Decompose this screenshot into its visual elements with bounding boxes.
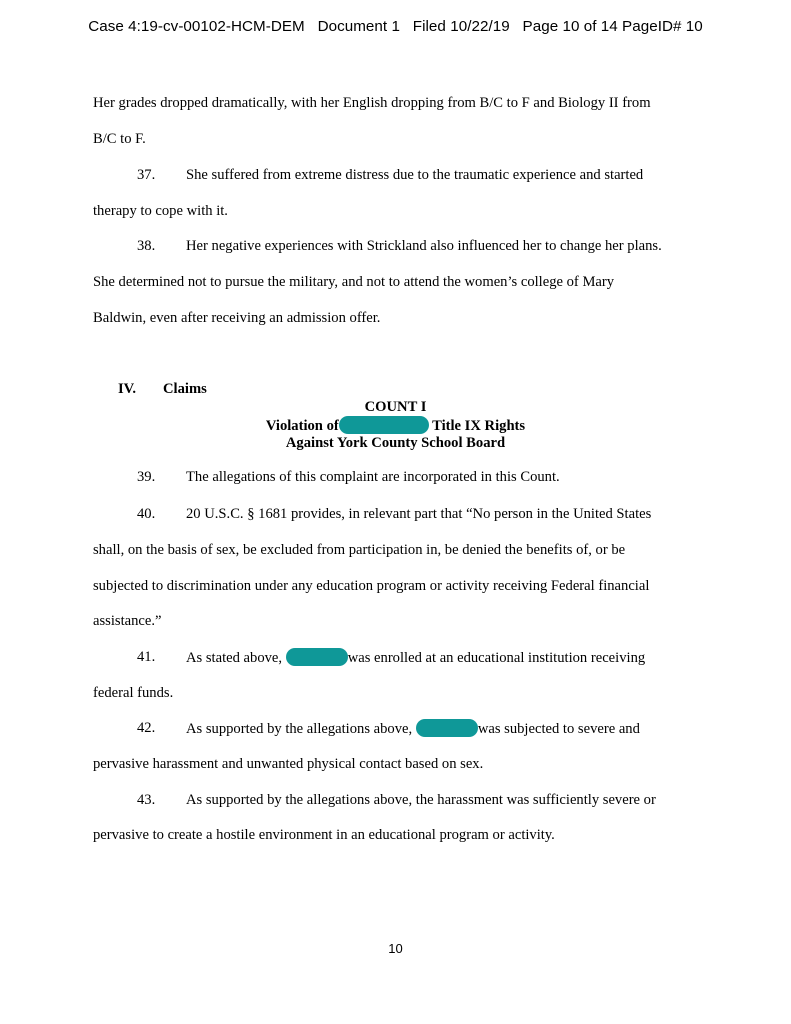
count-label: COUNT I xyxy=(364,399,427,415)
paragraph-41-line-1 xyxy=(186,648,645,667)
redaction-mark xyxy=(339,416,429,434)
count-subtitle xyxy=(0,416,791,435)
section-title: Claims xyxy=(163,381,207,397)
paragraph-39-line-1: The allegations of this complaint are incorporated in this Count. xyxy=(186,469,560,485)
paragraph-38-line-1: Her negative experiences with Strickland also influenced her to change her plans. xyxy=(186,238,662,254)
paragraph-41-number: 41. xyxy=(137,649,156,665)
count-against: Against York County School Board xyxy=(285,435,506,451)
case-header: Case 4:19-cv-00102-HCM-DEM Document 1 Filed 10/22/19 Page 10 of 14 PageID# 10 xyxy=(88,18,703,35)
paragraph-36-line-1: Her grades dropped dramatically, with her English dropping from B/C to F and Biology II from xyxy=(93,95,651,111)
section-heading xyxy=(118,380,207,398)
paragraph-42-number: 42. xyxy=(137,720,156,736)
section-numeral: IV. xyxy=(118,381,136,397)
paragraph-40-line-3: subjected to discrimination under any education program or activity receiving Federal financial xyxy=(93,578,650,594)
paragraph-40-line-1: 20 U.S.C. § 1681 provides, in relevant part that “No person in the United States xyxy=(186,506,652,522)
paragraph-37-number: 37. xyxy=(137,167,156,183)
redaction-mark xyxy=(286,648,348,666)
count-subtitle-prefix: Violation of xyxy=(265,418,339,434)
paragraph-41-prefix: As stated above, xyxy=(186,650,286,666)
redaction-mark xyxy=(416,719,478,737)
paragraph-43-number: 43. xyxy=(137,792,156,808)
paragraph-37-line-1: She suffered from extreme distress due to the traumatic experience and started xyxy=(186,167,644,183)
paragraph-41-line-2: federal funds. xyxy=(93,685,174,701)
paragraph-42-line-1 xyxy=(186,719,640,738)
paragraph-37-line-2: therapy to cope with it. xyxy=(93,203,228,219)
paragraph-42-prefix: As supported by the allegations above, xyxy=(186,721,416,737)
paragraph-42-suffix: was subjected to severe and xyxy=(477,721,640,737)
paragraph-38-line-3: Baldwin, even after receiving an admission offer. xyxy=(93,310,381,326)
paragraph-39-number: 39. xyxy=(137,469,156,485)
paragraph-36-line-2: B/C to F. xyxy=(93,131,146,147)
paragraph-38-number: 38. xyxy=(137,238,156,254)
paragraph-40-line-2: shall, on the basis of sex, be excluded from participation in, be denied the benefits of, or be xyxy=(93,542,626,558)
paragraph-43-line-1: As supported by the allegations above, the harassment was sufficiently severe or xyxy=(186,792,656,808)
page-number: 10 xyxy=(388,941,403,956)
paragraph-41-suffix: was enrolled at an educational institution receiving xyxy=(347,650,646,666)
paragraph-38-line-2: She determined not to pursue the military, and not to attend the women’s college of Mary xyxy=(93,274,615,290)
count-subtitle-suffix: Title IX Rights xyxy=(428,418,526,434)
paragraph-43-line-2: pervasive to create a hostile environment in an educational program or activity. xyxy=(93,827,555,843)
paragraph-42-line-2: pervasive harassment and unwanted physical contact based on sex. xyxy=(93,756,484,772)
paragraph-40-line-4: assistance.” xyxy=(93,613,162,629)
paragraph-40-number: 40. xyxy=(137,506,156,522)
